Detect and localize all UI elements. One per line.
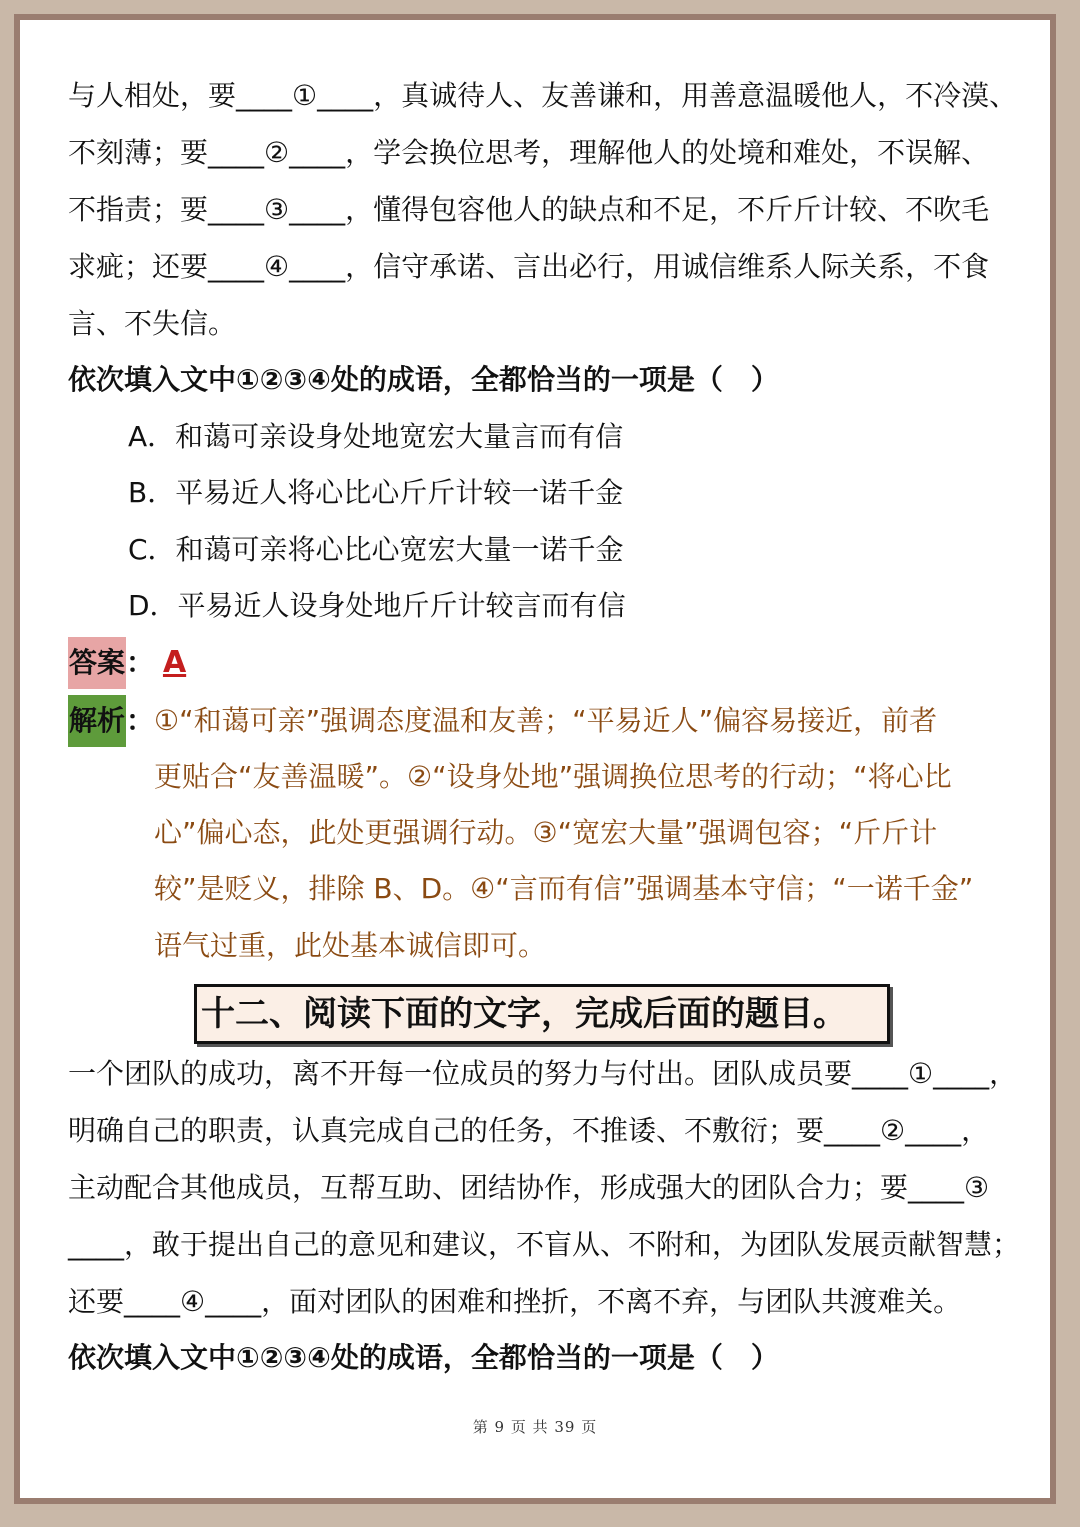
q11-answer-row: [68, 637, 1010, 689]
q11-passage-line-2: 不刻薄；要____②____，学会换位思考，理解他人的处境和难处，不误解、: [68, 136, 990, 169]
q11-passage-line-1: 与人相处，要____①____，真诚待人、友善谦和，用善意温暖他人，不冷漠、: [68, 79, 1018, 112]
q11-option-b: B．平易近人将心比心斤斤计较一诺千金: [128, 476, 624, 509]
q11-analysis-line-1: ①“和蔼可亲”强调态度温和友善；“平易近人”偏容易接近，前者: [154, 704, 938, 737]
q11-option-c: C．和蔼可亲将心比心宽宏大量一诺千金: [128, 533, 624, 566]
analysis-colon: ：: [126, 704, 155, 737]
q11-passage-line-5: 言、不失信。: [68, 307, 237, 340]
q12-passage-line-2: 明确自己的职责，认真完成自己的任务，不推诿、不敷衍；要____②____，: [68, 1114, 990, 1147]
q11-analysis-line-3: 心”偏心态，此处更强调行动。③“宽宏大量”强调包容；“斤斤计: [154, 816, 938, 849]
q11-option-d: D．平易近人设身处地斤斤计较言而有信: [128, 589, 626, 622]
q12-passage-line-3: 主动配合其他成员，互帮互助、团结协作，形成强大的团队合力；要____③: [68, 1171, 990, 1204]
q11-analysis-line-2: 更贴合“友善温暖”。②“设身处地”强调换位思考的行动；“将心比: [154, 760, 952, 793]
analysis-label: 解析: [68, 695, 126, 747]
q11-option-a: A．和蔼可亲设身处地宽宏大量言而有信: [128, 420, 624, 453]
q12-passage-line-5: 还要____④____，面对团队的困难和挫折，不离不弃，与团队共渡难关。: [68, 1285, 962, 1318]
section-heading: 十二、阅读下面的文字，完成后面的题目。: [194, 984, 890, 1044]
q12-passage-line-4: ____，敢于提出自己的意见和建议，不盲从、不附和，为团队发展贡献智慧；: [68, 1228, 1021, 1261]
q11-passage-line-3: 不指责；要____③____，懂得包容他人的缺点和不足，不斤斤计较、不吹毛: [68, 193, 990, 226]
answer-label: 答案: [68, 637, 126, 689]
answer-value: A: [162, 645, 187, 680]
answer-colon: ：: [126, 646, 155, 679]
q11-analysis-line-4: 较”是贬义，排除 B、D。④“言而有信”强调基本守信；“一诺千金”: [154, 872, 974, 905]
q11-analysis-line-5: 语气过重，此处基本诚信即可。: [154, 929, 547, 962]
q12-passage-line-1: 一个团队的成功，离不开每一位成员的努力与付出。团队成员要____①____，: [68, 1057, 1018, 1090]
document-page: [14, 14, 1056, 1504]
q12-question: 依次填入文中①②③④处的成语，全都恰当的一项是（ ）: [68, 1341, 779, 1374]
q11-passage-line-4: 求疵；还要____④____，信守承诺、言出必行，用诚信维系人际关系，不食: [68, 250, 990, 283]
page-number-footer: 第 9 页 共 39 页: [472, 1418, 598, 1436]
q11-question: 依次填入文中①②③④处的成语，全都恰当的一项是（ ）: [68, 363, 779, 396]
